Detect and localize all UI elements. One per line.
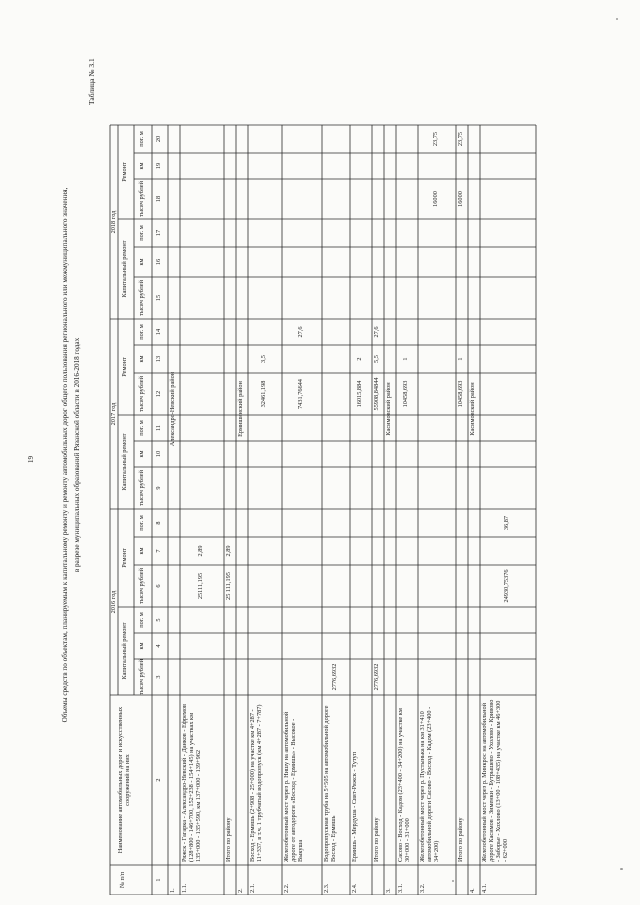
row-value: 3,5 [260,355,267,363]
row-name: Сасово - Восход - Кадом (23+400 - 34+200) на участке км 30+000 - 31+000 [397,708,411,862]
table-title-line2: в разрезе муниципальных образований Рязанской области в 2016-2018 годах [73,337,81,573]
row-value: 2,89 [225,545,232,557]
header-sub: км [138,258,145,266]
header-colnum: 5 [155,618,162,622]
header-colnum: 6 [155,584,162,588]
header-num: № п/п [119,871,126,889]
table-title-line1: Объемы средств по объектам, планируемым к капитальному ремонту и ремонту автомобильных дорог общего пользования регионального или межмуниципального значения, [61,187,69,723]
header-sub: пог. м [138,324,145,340]
header-colnum: 17 [155,229,162,237]
row-value: 32461,198 [260,380,267,408]
header-sub: км [138,450,145,458]
header-colnum: 19 [155,162,162,170]
row-num: 2.3. [323,883,330,893]
header-colnum: 8 [155,521,162,525]
section-title: Касимовский район [469,382,476,436]
header-sub: км [138,642,145,650]
row-name: Железобетонный мост через р. Пустынька на км 31+410 автомобильной дороги Сасово - Восход - Кадом (23+400 - 34+200) [419,706,440,862]
page-number: 19 [27,456,35,463]
row-value: 1 [457,357,464,361]
header-sub: тысяч рублей [138,280,145,316]
header-sub: пог. м [138,420,145,436]
header-colnum: 10 [155,450,162,458]
header-colnum: 20 [155,135,162,143]
section-title: Касимовский район [385,382,392,436]
section-title: Александро-Невский район [169,371,176,447]
scan-speck [452,880,454,882]
row-num: 1. [169,888,176,893]
header-kap: Капитальный ремонт [121,622,128,680]
header-year: 2017 год [110,402,117,426]
row-value: 10458,693 [402,380,409,408]
row-num: 4. [469,888,476,893]
row-value: 23,75 [457,131,464,147]
header-sub: тысяч рублей [138,181,145,217]
header-rem: Ремонт [121,162,128,182]
header-year: 2016 год [110,590,117,614]
row-name: Итого по району [225,817,232,862]
header-kap: Капитальный ремонт [121,240,128,298]
header-colnum: 1 [155,878,162,882]
row-value: 27,6 [297,326,304,338]
header-sub: пог. м [138,515,145,531]
header-sub: км [138,547,145,555]
header-sub: тысяч рублей [138,470,145,506]
rotated-sheet [10,15,630,895]
header-colnum: 9 [155,486,162,490]
header-kap: Капитальный ремонт [121,433,128,491]
row-name: Восход - Ермишь (2+908 - 25+000) на участке км 4+287 - 11+337, в т.ч. 1 трубчатый водопропуск (км 4+287 - 7+787) [249,704,263,862]
row-value: 55908,84844 [373,377,380,411]
row-name: Итого по району [457,817,464,862]
row-name: Ермишь - Мердуша - Свят-Ряжск - Тутуп [351,751,358,862]
header-colnum: 4 [155,644,162,648]
section-title: Ермишинский район [237,381,244,437]
header-colnum: 2 [155,778,162,782]
row-num: 3.2. [419,883,426,893]
row-value: 23,75 [432,131,439,147]
row-name: Ряжск - Гагарка - Александро-Невский - Данков - Ефремов (128+800 - 146+700, 152+238 - 154+145) на участках км 135+000 - 135+590, км 137+000 - 139+962 [181,704,202,862]
row-num: 1.1. [181,883,188,893]
row-num: 3. [385,888,392,893]
header-sub: км [138,162,145,170]
row-value: 7431,76644 [297,379,304,409]
header-year: 2018 год [110,210,117,234]
row-num: 2. [237,888,244,893]
table-label: Таблица № 3.1 [87,58,96,105]
row-value: 25111,195 [197,572,204,600]
header-colnum: 3 [155,675,162,679]
row-value: 2 [356,357,363,361]
header-colnum: 18 [155,195,162,203]
row-name: Железобетонный мост через р. Минкрос на автомобильной дороге Касимов - Зименки - Бутрышево - Ухолово - Кривово - Заборье - Хохлово (13+00 - 108+435) на участке км 46+300 - 62+000 [481,699,509,862]
row-name: Итого по району [373,817,380,862]
row-value: 10458,693 [457,380,464,408]
scan-speck [474,864,476,866]
row-num: 2.1. [249,883,256,893]
header-colnum: 16 [155,258,162,266]
header-colnum: 15 [155,294,162,302]
header-rem: Ремонт [121,548,128,568]
row-value: 16015,884 [356,380,363,408]
header-colnum: 12 [155,390,162,398]
header-sub: пог. м [138,131,145,147]
row-value: 5,5 [373,355,380,363]
row-num: 2.4. [351,883,358,893]
header-colnum: 7 [155,549,162,553]
header-name: Наименование автомобильных дорог и искусственных сооружений на них [117,706,131,854]
header-sub: тысяч рублей [138,659,145,695]
row-value: 36,87 [503,515,510,531]
row-name: Железобетонный мост через р. Нишу на автомобильной дороге от автодороги «Восход - Ермишь» - Высокое - Выкуша [283,711,304,862]
row-value: 1 [402,357,409,361]
header-sub: тысяч рублей [138,568,145,604]
row-value: 16000 [432,191,439,207]
row-value: 25 111,195 [225,572,232,600]
row-num: 3.1. [397,883,404,893]
header-sub: тысяч рублей [138,376,145,412]
row-value: 24930,75376 [503,569,510,603]
row-num: 2.2. [283,883,290,893]
header-sub: пог. м [138,612,145,628]
header-sub: км [138,355,145,363]
scan-speck [616,18,618,20]
header-sub: пог. м [138,225,145,241]
header-colnum: 14 [155,328,162,336]
row-value: 16000 [457,191,464,207]
row-value: 27,6 [373,326,380,338]
header-colnum: 11 [155,424,162,432]
row-value: 2,89 [197,545,204,557]
row-name: Водопропускная труба на 5+505 на автомобильной дороге Восход - Ермишь [323,705,337,862]
row-value: 2776,6932 [331,663,338,691]
scan-speck [620,868,623,870]
row-value: 2776,6932 [373,663,380,691]
header-colnum: 13 [155,355,162,363]
row-num: 4.1. [481,883,488,893]
header-rem: Ремонт [121,357,128,377]
